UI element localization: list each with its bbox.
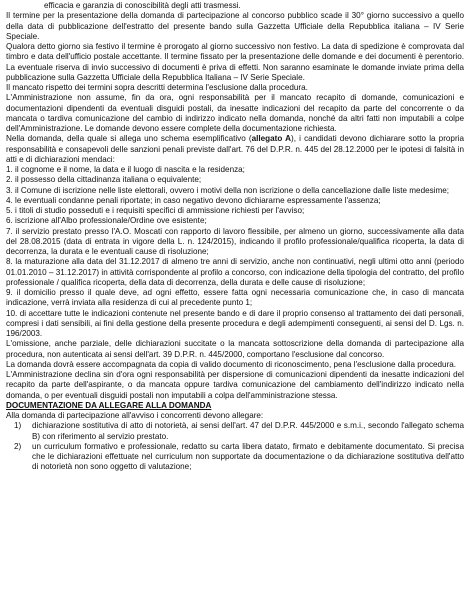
- declaration-item: 7. il servizio prestato presso l'A.O. Moscati con rapporto di lavoro flessibile, per almeno un giorno, successivamente alla data del 28.08.2015 (data di entrata in vigore della L. n. 124/2015), indicando il profilo professionale/qualifica ricoperta, la data di decorrenza, la durata e le eventuali cause di risoluzione;: [6, 226, 464, 256]
- declaration-item: 2. il possesso della cittadinanza italiana o equivalente;: [6, 175, 202, 185]
- section-heading: DOCUMENTAZIONE DA ALLEGARE ALLA DOMANDA: [6, 400, 212, 410]
- text-run: ), i candidati devono dichiarare sotto la propria responsabilità e consapevoli delle sanzioni penali previste dall'art. 76 del D.P.R. n. 445 del 28.12.2000 per le ipotesi di falsità in atti e di dichiarazioni mendaci:: [6, 134, 464, 164]
- list-item: [6, 421, 464, 442]
- declaration-item: 10. di accettare tutte le indicazioni contenute nel presente bando e di dare il proprio consenso al trattamento dei dati personali, compresi i dati sensibili, ai fini della gestione della presente procedura e degli adempimenti conseguenti, ai sensi del D. Lgs. n. 196/2003.: [6, 308, 464, 338]
- allegato-a-ref: allegato A: [251, 134, 292, 144]
- required-documents-list: [6, 421, 464, 472]
- declaration-item: 8. la maturazione alla data del 31.12.2017 di almeno tre anni di servizio, anche non continuativi, negli ultimi otto anni (periodo 01.01.2010 – 31.12.2017) in attività corrispondente al profilo a concorso, con indicazione della tipologia del contratto, del profilo professionale / qualifica ricoperta, della data di decorrenza, della durata e delle cause di risoluzione;: [6, 257, 464, 287]
- declaration-item: 5. i titoli di studio posseduti e i requisiti specifici di ammissione richiesti per l'avviso;: [6, 206, 305, 215]
- paragraph-amministrazione: L'Amministrazione non assume, fin da ora, ogni responsabilità per il mancato recapito di domande, comunicazioni e documentazioni dipendenti da eventuali disguidi postali, da inesatte indicazioni del recapito da parte del concorrente o da mancata o tardiva comunicazione del cambio di indirizzo indicato nella domanda, nonché da altri fatti non imputabili a colpe dell'Amministrazione. Le domande devono essere complete della documentazione richiesta.: [6, 93, 464, 133]
- declaration-item: 4. le eventuali condanne penali riportate; in caso negativo devono dichiararne espressamente l'assenza;: [6, 195, 381, 205]
- paragraph-omissione: L'omissione, anche parziale, delle dichiarazioni succitate o la mancata sottoscrizione della domanda di partecipazione alla procedura, non autenticata ai sensi dell'art. 39 D.P.R. n. 445/2000, comportano l'esclusione dal concorso.: [6, 339, 464, 359]
- line-continuation: efficacia e garanzia di conoscibilità degli atti trasmessi.: [44, 1, 241, 10]
- list-text: dichiarazione sostitutiva di atto di notorietà, ai sensi dell'art. 47 del D.P.R. 445/2000 e s.m.i., secondo l'allegato schema B) con riferimento al servizio prestato.: [32, 421, 464, 441]
- text-run: Nella domanda, della quale si allega uno schema esemplificativo (: [6, 134, 252, 144]
- paragraph-declina: L'Amministrazione declina sin d'ora ogni responsabilità per dispersione di comunicazioni dipendenti da inesatte indicazioni del recapito da parte dell'aspirante, o da mancata oppure tardiva comunicazione del cambiamento dell'indirizzo indicato nella domanda, o per eventuali disguidi postali non imputabili a colpa dell'amministrazione stessa.: [6, 370, 464, 400]
- paragraph-copia: La domanda dovrà essere accompagnata da copia di valido documento di riconoscimento, pena l'esclusione dalla procedura.: [6, 359, 457, 369]
- list-number: 2): [14, 441, 22, 451]
- declaration-item: 3. il Comune di iscrizione nelle liste elettorali, ovvero i motivi della non iscrizione o della cancellazione dalle liste medesime;: [6, 185, 450, 195]
- declaration-item: 1. il cognome e il nome, la data e il luogo di nascita e la residenza;: [6, 165, 245, 174]
- declaration-item: 6. iscrizione all'Albo professionale/Ordine ove esistente;: [6, 216, 207, 226]
- paragraph-termine: Il termine per la presentazione della domanda di partecipazione al concorso pubblico scade il 30° giorno successivo a quello della data di pubblicazione dell'estratto del presente bando sulla Gazzetta Ufficiale della Repubblica italiana – IV Serie Speciale.: [6, 11, 464, 41]
- paragraph-alla-domanda: Alla domanda di partecipazione all'avviso i concorrenti devono allegare:: [6, 411, 264, 420]
- list-item: [6, 442, 464, 473]
- list-number: 1): [14, 421, 22, 431]
- paragraph-nella-domanda: [6, 134, 464, 165]
- paragraph-mancato: Il mancato rispetto dei termini sopra descritti determina l'esclusione dalla procedura.: [6, 83, 308, 92]
- paragraph-festivo: Qualora detto giorno sia festivo il termine è prorogato al giorno successivo non festivo. La data di spedizione è comprovata dal timbro e data dell'ufficio postale accettante. Il termine fissato per la presentazione delle domande e dei documenti è perentorio. La eventuale riserva di invio successivo di documenti è priva di effetti. Non saranno esaminate le domande inviate prima della pubblicazione sulla Gazzetta Ufficiale della Repubblica Italiana – IV Serie Speciale.: [6, 42, 464, 82]
- declaration-item: 9. il domicilio presso il quale deve, ad ogni effetto, essere fatta ogni necessaria comunicazione che, in caso di mancata indicazione, verrà inviata alla residenza di cui al precedente punto 1;: [6, 288, 464, 308]
- list-text: un curriculum formativo e professionale, redatto su carta libera datato, firmato e debitamente documentato. Si precisa che le dichiarazioni effettuate nel curriculum non supportate da documentazione o da dichiarazione sostitutiva dell'atto di notorietà non sono oggetto di valutazione;: [32, 441, 464, 472]
